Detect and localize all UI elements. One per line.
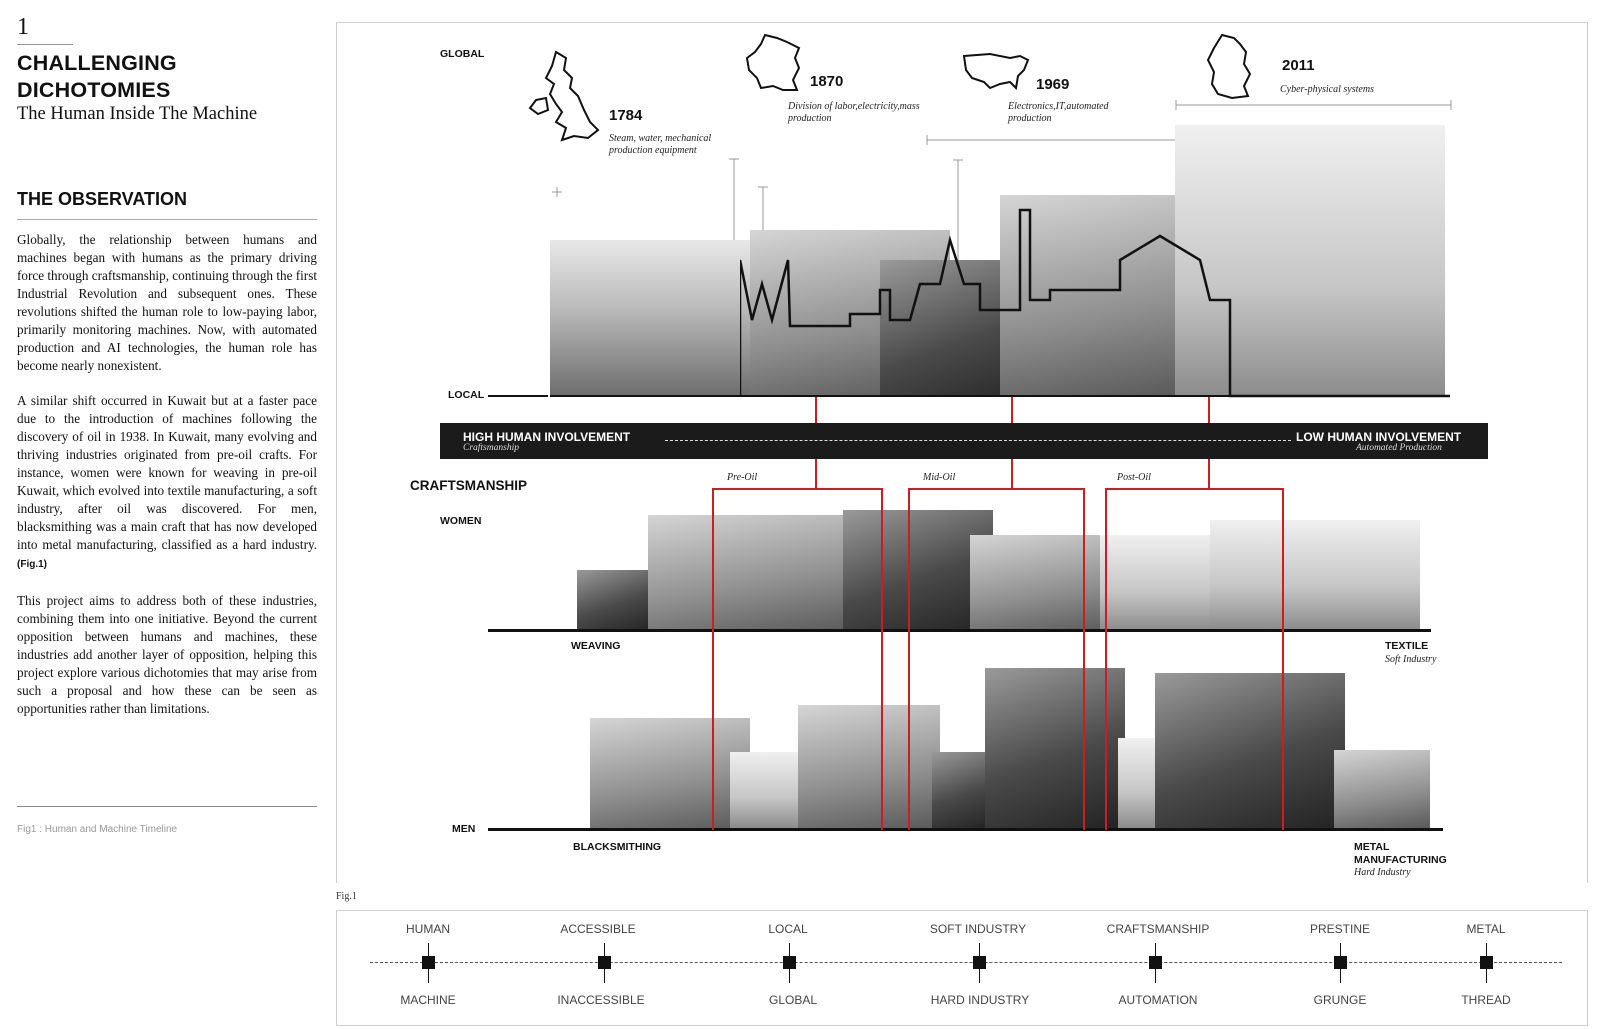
- weaving-label: WEAVING: [571, 640, 621, 652]
- milestone-year-2011: 2011: [1282, 57, 1315, 74]
- men-label: MEN: [452, 823, 476, 835]
- metal-manufacturing-line-2: MANUFACTURING: [1354, 854, 1447, 866]
- era-pre-oil: Pre-Oil: [727, 472, 758, 483]
- hard-industry-label: Hard Industry: [1354, 867, 1411, 878]
- dichotomy-top-label: METAL: [1466, 922, 1506, 936]
- section-heading: THE OBSERVATION: [17, 189, 188, 209]
- dichotomy-node: [973, 956, 986, 969]
- dichotomies-dashed-line: [370, 962, 1562, 963]
- paragraph-2-text: A similar shift occurred in Kuwait but at a faster pace due to the introduction of machines following the discovery of oil in 1938. In Kuwait, many evolving and thriving industries originated from pre-oil crafts. For instance, women were known for weaving in pre-oil Kuwait, which evolved into textile manufacturing, a soft industry, after oil was discovered. For men, blacksmithing was a main craft that has now developed into metal manufacturing, classified as a hard industry.: [17, 393, 317, 552]
- dichotomy-top-label: HUMAN: [406, 922, 450, 936]
- women-label: WOMEN: [440, 515, 482, 527]
- metal-manufacturing-line-1: METAL: [1354, 841, 1390, 853]
- band-right-sub: Automated Production: [1356, 443, 1442, 453]
- dichotomy-top-label: SOFT INDUSTRY: [929, 922, 1027, 936]
- dichotomy-bottom-label: THREAD: [1461, 993, 1511, 1007]
- dichotomy-top-label: CRAFTSMANSHIP: [1106, 922, 1210, 936]
- dichotomy-top-label: ACCESSIBLE: [560, 922, 636, 936]
- global-label: GLOBAL: [440, 48, 485, 60]
- local-label: LOCAL: [448, 389, 485, 401]
- page-title: [17, 50, 317, 104]
- band-left-title: HIGH HUMAN INVOLVEMENT: [463, 430, 631, 444]
- dichotomy-node: [598, 956, 611, 969]
- era-frames: [336, 22, 1586, 882]
- dichotomy-bottom-label: GRUNGE: [1313, 993, 1367, 1007]
- page-number: 1: [17, 14, 29, 40]
- dichotomy-node: [1149, 956, 1162, 969]
- milestone-desc-2011: Cyber-physical systems: [1280, 84, 1374, 95]
- figure-reference: (Fig.1): [17, 559, 47, 570]
- milestone-desc-1969: Electronics,IT,automated production: [1008, 101, 1109, 124]
- page-subtitle: The Human Inside The Machine: [17, 104, 258, 124]
- milestone-year-1784: 1784: [609, 107, 643, 124]
- blacksmithing-label: BLACKSMITHING: [573, 841, 662, 853]
- milestone-year-1969: 1969: [1036, 76, 1070, 93]
- textile-label: TEXTILE: [1385, 640, 1429, 652]
- figure-caption: Fig1 : Human and Machine Timeline: [17, 824, 178, 835]
- dichotomy-bottom-label: AUTOMATION: [1118, 993, 1198, 1007]
- dichotomy-bottom-label: INACCESSIBLE: [557, 993, 645, 1007]
- paragraph-2: [17, 392, 317, 574]
- milestone-desc-1870: Division of labor,electricity,mass production: [788, 101, 920, 124]
- milestone-desc-1784: Steam, water, mechanical production equipment: [609, 133, 712, 156]
- dichotomy-bottom-label: HARD INDUSTRY: [930, 993, 1030, 1007]
- dichotomy-node: [783, 956, 796, 969]
- figure-label: Fig.1: [336, 891, 357, 902]
- dichotomy-top-label: PRESTINE: [1309, 922, 1370, 936]
- dichotomy-node: [1480, 956, 1493, 969]
- dichotomy-node: [1334, 956, 1347, 969]
- paragraph-3: This project aims to address both of these industries, combining them into one initiative. Beyond the current opposition between humans and machines, these industries add another layer of opposition, helping this project explore various dichotomies that may arise from such a proposal and how these can be seen as opportunities rather than limitations.: [17, 593, 317, 716]
- soft-industry-label: Soft Industry: [1385, 654, 1437, 665]
- era-post-oil: Post-Oil: [1117, 472, 1151, 483]
- title-line-1: CHALLENGING: [17, 51, 177, 75]
- dichotomy-bottom-label: GLOBAL: [768, 993, 818, 1007]
- divider: [17, 806, 317, 807]
- divider: [17, 44, 73, 45]
- band-left-sub: Craftsmanship: [463, 443, 519, 453]
- band-right-title: LOW HUMAN INVOLVEMENT: [1296, 430, 1462, 444]
- craftsmanship-label: CRAFTSMANSHIP: [410, 478, 527, 493]
- divider: [17, 219, 317, 220]
- milestone-year-1870: 1870: [810, 73, 844, 90]
- paragraph-1: Globally, the relationship between humans and machines began with humans as the primary driving force through craftsmanship, continuing through the first Industrial Revolution and subsequent ones. These revolutions shifted the human role to low-paying labor, primarily monitoring machines. Now, with automated production and AI technologies, the human role has become nearly nonexistent.: [17, 232, 317, 373]
- dichotomy-bottom-label: MACHINE: [400, 993, 456, 1007]
- title-line-2: DICHOTOMIES: [17, 78, 171, 102]
- era-mid-oil: Mid-Oil: [923, 472, 956, 483]
- dichotomy-top-label: LOCAL: [768, 922, 808, 936]
- dichotomy-node: [422, 956, 435, 969]
